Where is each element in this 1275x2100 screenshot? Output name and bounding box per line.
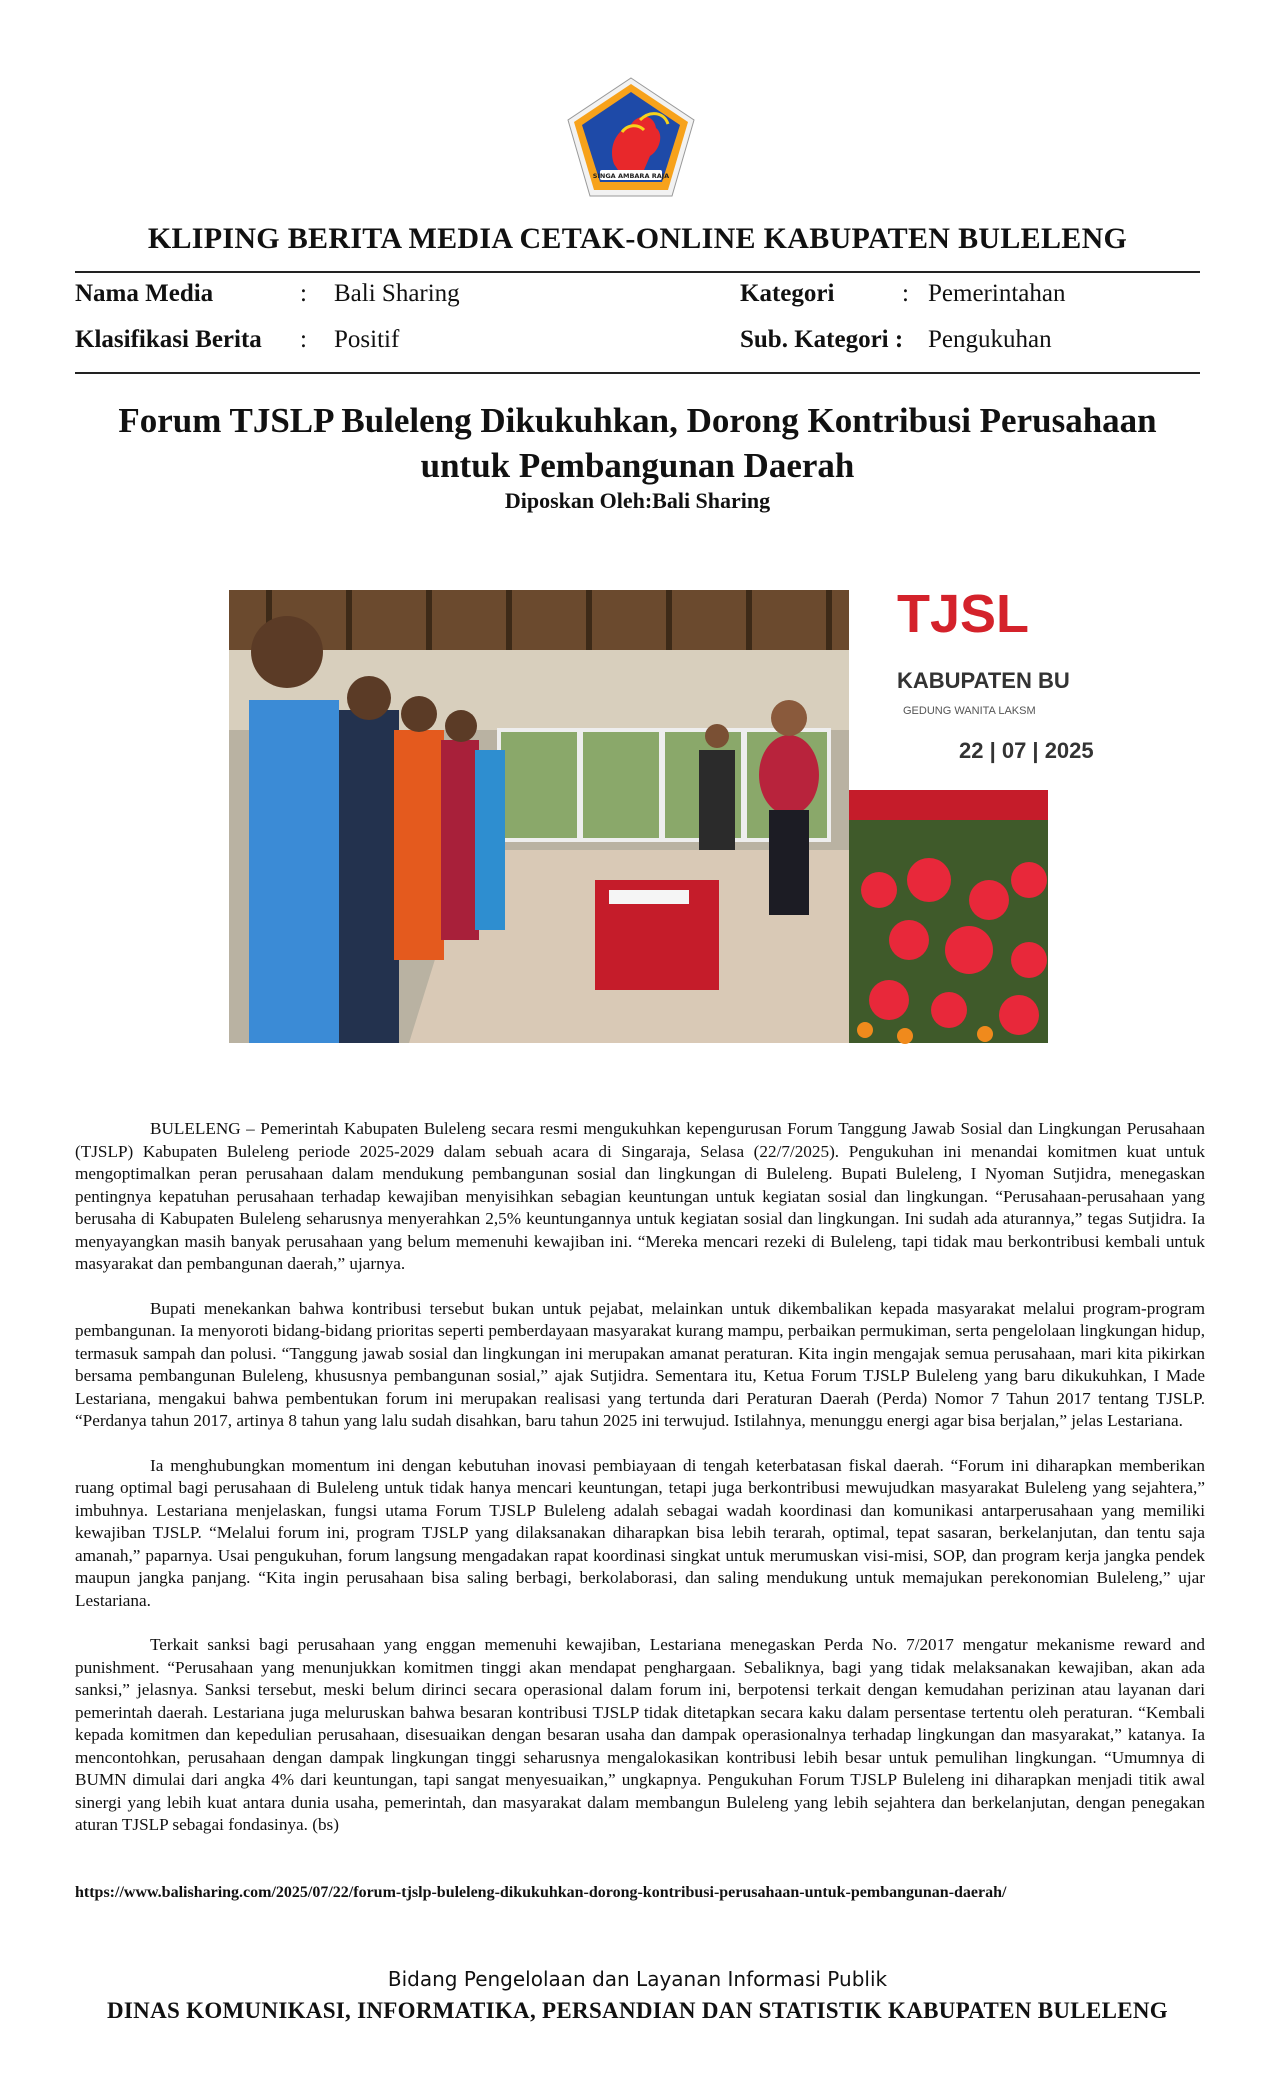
footer-agency: DINAS KOMUNIKASI, INFORMATIKA, PERSANDIAN DAN STATISTIK KABUPATEN BULELENG xyxy=(107,1998,1168,2023)
media-value: Bali Sharing xyxy=(334,280,460,307)
article-paragraph-1: BULELENG – Pemerintah Kabupaten Buleleng secara resmi mengukuhkan kepengurusan Forum Tanggung Jawab Sosial dan Lingkungan Perusahaan (TJSLP) Kabupaten Buleleng periode 2025-2029 dalam sebuah acara di Singaraja, Selasa (22/7/2025). Pengukuhan ini menandai komitmen kuat untuk mengoptimalkan peran perusahaan dalam mendukung pembangunan sosial dan lingkungan di Buleleng. Bupati Buleleng, I Nyoman Sutjidra, menegaskan pentingnya kepatuhan perusahaan terhadap kewajiban menyisihkan sebagian keuntungan untuk kegiatan sosial dan lingkungan. “Perusahaan-perusahaan yang berusaha di Kabupaten Buleleng seharusnya menyerahkan 2,5% keuntungannya untuk kegiatan sosial dan lingkungan. Ini sudah ada aturannya,” tegas Sutjidra. Ia menyayangkan masih banyak perusahaan yang belum memenuhi kewajiban ini. “Mereka mencari rezeki di Buleleng, tapi tidak mau berkontribusi kembali untuk masyarakat dan pembangunan daerah,” ujarnya. xyxy=(75,1119,1205,1273)
meta-right-block xyxy=(740,278,1200,368)
article-paragraph-4: Terkait sanksi bagi perusahaan yang enggan memenuhi kewajiban, Lestariana menegaskan Perda No. 7/2017 mengatur mekanisme reward and punishment. “Perusahaan yang menunjukkan komitmen tinggi akan mendapat penghargaan. Sebaliknya, bagi yang tidak melaksanakan kewajiban, akan ada sanksi,” jelasnya. Sanksi tersebut, meski belum dirinci secara operasional dalam forum ini, berpotensi terkait dengan kemudahan perizinan atau layanan dari pemerintah daerah. Lestariana juga meluruskan bahwa besaran kontribusi TJSLP tidak ditetapkan secara kaku dalam persentase tertentu oleh peraturan. “Kembali kepada komitmen dan kepedulian perusahaan, disesuaikan dengan besaran usaha dan dampak operasionalnya terhadap lingkungan dan masyarakat,” katanya. Ia mencontohkan, perusahaan dengan dampak lingkungan tinggi seharusnya mengalokasikan kontribusi lebih besar untuk pemulihan lingkungan. “Umumnya di BUMN dimulai dari angka 4% dari keuntungan, tapi sangat menyesuaikan,” ungkapnya. Pengukuhan Forum TJSLP Buleleng ini diharapkan menjadi titik awal sinergi yang lebih kuat antara dunia usaha, pemerintah, dan masyarakat dalam membangun Buleleng yang lebih sejahtera dan berkelanjutan, dengan penegakan aturan TJSLP sebagai fondasinya. (bs) xyxy=(75,1635,1205,1834)
meta-left-block xyxy=(75,278,635,368)
article-headline: Forum TJSLP Buleleng Dikukuhkan, Dorong Kontribusi Perusahaan untuk Pembangunan Daerah xyxy=(118,401,1157,485)
footer-division: Bidang Pengelolaan dan Layanan Informasi Publik xyxy=(387,1967,888,1991)
media-label: Nama Media xyxy=(75,280,214,307)
header-rule-top xyxy=(75,271,1200,273)
article-body xyxy=(75,1118,1205,1859)
article-paragraph-2: Bupati menekankan bahwa kontribusi tersebut bukan untuk pejabat, melainkan untuk dikembalikan kepada masyarakat melalui program-program pembangunan. Ia menyoroti bidang-bidang prioritas seperti pemberdayaan masyarakat kurang mampu, perbaikan permukiman, serta pengelolaan lingkungan hidup, termasuk sampah dan polusi. “Tanggung jawab sosial dan lingkungan ini merupakan amanat peraturan. Kita ingin mengajak semua perusahaan, mari kita pikirkan bersama pembangunan Buleleng, khususnya pembangunan sosial,” ajak Sutjidra. Sementara itu, Ketua Forum TJSLP Buleleng yang baru dikukuhkan, I Made Lestariana, mengakui bahwa pembentukan forum ini merupakan realisasi yang tertunda dari Peraturan Daerah (Perda) Nomor 7 Tahun 2017 tentang TJSLP. “Perdanya tahun 2017, artinya 8 tahun yang lalu sudah disahkan, baru tahun 2025 ini terwujud. Istilahnya, menunggu energi agar bisa berjalan,” jelas Lestariana. xyxy=(75,1298,1205,1430)
banner-date: 22 | 07 | 2025 xyxy=(959,738,1094,763)
kategori-colon: : xyxy=(902,280,909,307)
article-paragraph-3: Ia menghubungkan momentum ini dengan kebutuhan inovasi pembiayaan di tengah keterbatasan fiskal daerah. “Forum ini diharapkan memberikan ruang optimal bagi perusahaan di Buleleng untuk tidak hanya mencari keuntungan, tetapi juga berkontribusi mewujudkan masyarakat Buleleng yang sejahtera,” imbuhnya. Lestariana menjelaskan, fungsi utama Forum TJSLP Buleleng adalah sebagai wadah koordinasi dan komunikasi antarperusahaan yang memiliki kewajiban TJSLP. “Melalui forum ini, program TJSLP yang dilaksanakan diharapkan bisa lebih terarah, optimal, tepat sasaran, berkelanjutan, dan tentu saja amanah,” paparnya. Usai pengukuhan, forum langsung mengadakan rapat koordinasi singkat untuk merumuskan visi-misi, SOP, dan program kerja jangka pendek maupun jangka panjang. “Kita ingin perusahaan bisa saling berbagi, berkolaborasi, dan saling mendukung untuk memajukan perekonomian Buleleng,” ujar Lestariana. xyxy=(75,1455,1205,1610)
header-rule-bottom xyxy=(75,372,1200,374)
klasifikasi-colon: : xyxy=(300,326,307,353)
banner-venue: GEDUNG WANITA LAKSM xyxy=(903,705,1036,717)
banner-subtitle: KABUPATEN BU xyxy=(897,668,1070,693)
kategori-label: Kategori xyxy=(740,280,835,307)
banner-title: TJSL xyxy=(897,584,1030,644)
article-byline: Diposkan Oleh:Bali Sharing xyxy=(504,488,771,513)
article-photo xyxy=(229,584,1094,1043)
crest-motto: SINGA AMBARA RAJA xyxy=(592,172,670,180)
klasifikasi-label: Klasifikasi Berita xyxy=(75,326,262,353)
klasifikasi-value: Positif xyxy=(334,326,400,353)
buleleng-regency-crest-icon xyxy=(564,74,698,200)
subkategori-value: Pengukuhan xyxy=(928,326,1052,353)
kategori-value: Pemerintahan xyxy=(928,280,1066,307)
source-url: https://www.balisharing.com/2025/07/22/forum-tjslp-buleleng-dikukuhkan-dorong-kontribusi-perusahaan-untuk-pembangunan-daerah/ xyxy=(75,1884,1007,1901)
document-title: KLIPING BERITA MEDIA CETAK-ONLINE KABUPATEN BULELENG xyxy=(147,222,1128,255)
subkategori-label: Sub. Kategori : xyxy=(740,326,904,353)
media-colon: : xyxy=(300,280,307,307)
